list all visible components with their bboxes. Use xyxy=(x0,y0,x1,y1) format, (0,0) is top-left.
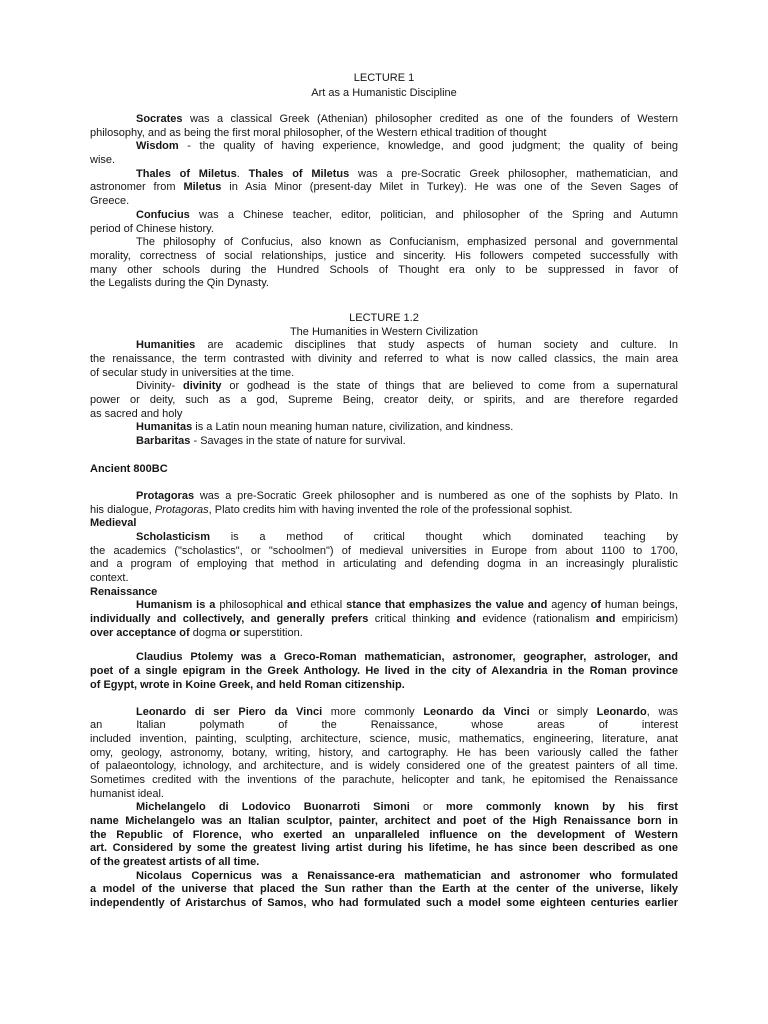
paragraph-divinity xyxy=(90,380,678,421)
text-run: critical thinking xyxy=(374,613,457,626)
text-line xyxy=(90,897,678,911)
era-medieval xyxy=(90,517,678,585)
paragraph-ptolemy xyxy=(90,651,678,692)
text-run: the renaissance, the term contrasted with divinity and referred to what is now called classics, the main area xyxy=(90,353,678,366)
text-line xyxy=(90,421,678,435)
text-line xyxy=(90,599,678,613)
text-line xyxy=(90,733,678,747)
text-line xyxy=(90,760,678,774)
text-run: power or deity, such as a god, Supreme Being, creator deity, or spirits, and are therefore regarded xyxy=(90,394,678,407)
text-line xyxy=(90,504,678,518)
bold-text-run: and xyxy=(595,613,622,626)
bold-text-run: Michelangelo di Lodovico Buonarroti Simoni xyxy=(136,801,410,814)
text-run: philosophy, and as being the first moral philosopher, of the Western ethical tradition of thought xyxy=(90,126,547,139)
text-run: more commonly xyxy=(322,705,424,718)
text-run: was a classical Greek (Athenian) philosopher credited as one of the founders of Western xyxy=(182,113,678,125)
text-run: evidence (rationalism xyxy=(482,613,596,626)
text-run: ethical xyxy=(310,599,347,612)
text-run: the Legalists during the Qin Dynasty. xyxy=(90,277,269,290)
text-line xyxy=(90,394,678,408)
bold-text-run: art. Considered by some the greatest living artist during his lifetime, he has since been described as one xyxy=(90,842,678,855)
bold-text-run: or xyxy=(229,626,244,639)
text-line xyxy=(90,113,678,127)
bold-text-run: and xyxy=(456,613,483,626)
text-line xyxy=(90,651,678,665)
text-run: humanist ideal. xyxy=(90,787,164,800)
text-line xyxy=(90,140,678,154)
text-line xyxy=(90,883,678,897)
text-run: context. xyxy=(90,572,129,585)
text-line xyxy=(90,353,678,367)
text-line xyxy=(90,490,678,504)
text-run: Sometimes credited with the inventions of the parachute, helicopter and tank, he epitomised the Renaissance xyxy=(90,773,678,786)
era-ancient xyxy=(90,463,678,518)
text-line xyxy=(90,236,678,250)
lecture-1-heading xyxy=(90,71,678,101)
paragraph-leonardo xyxy=(90,706,678,802)
text-run: is a method of critical thought which dominated teaching by xyxy=(209,530,678,543)
text-run: period of Chinese history. xyxy=(90,222,214,235)
bold-text-run: Humanitas xyxy=(136,421,193,434)
bold-text-run: Thales of Miletus xyxy=(248,167,350,180)
text-run: or godhead is the state of things that are believed to come from a supernatural xyxy=(221,380,678,393)
text-line xyxy=(90,250,678,264)
bold-text-run: stance that emphasizes the value and xyxy=(346,599,552,612)
text-line xyxy=(90,367,678,381)
text-line xyxy=(90,181,678,195)
text-line xyxy=(90,168,678,182)
paragraph-protagoras xyxy=(90,490,678,517)
paragraph-socrates xyxy=(90,113,678,140)
text-run: the academics ("scholastics", or "schoolmen") of medieval universities in Europe from about 1100 to 1700, xyxy=(90,544,678,557)
text-run: - Savages in the state of nature for survival. xyxy=(190,435,406,448)
text-line xyxy=(90,277,678,291)
bold-text-run: more commonly known by his first xyxy=(445,801,678,814)
text-run: , Plato credits him with having invented the role of the professional sophist. xyxy=(208,503,573,516)
bold-text-run: and xyxy=(286,599,311,612)
document-body xyxy=(90,71,678,911)
era-label: Ancient 800BC xyxy=(90,462,168,475)
text-line xyxy=(90,788,678,802)
text-run: of palaeontology, ichnology, and architecture, and is widely considered one of the greatest painters of all time. xyxy=(90,760,678,773)
paragraph-humanities xyxy=(90,339,678,380)
text-run: - the quality of having experience, knowledge, and good judgment; the quality of being xyxy=(178,140,678,153)
paragraph-humanitas xyxy=(90,421,678,435)
bold-text-run: of the greatest artists of all time. xyxy=(90,856,260,869)
text-run: The philosophy of Confucius, also known as Confucianism, emphasized personal and governmental xyxy=(136,236,678,249)
era-label: Medieval xyxy=(90,517,137,530)
lecture-1-body xyxy=(90,113,678,291)
text-line xyxy=(90,380,678,394)
bold-text-run: Protagoras xyxy=(136,489,195,502)
text-run: superstition. xyxy=(243,626,303,639)
text-line xyxy=(90,435,678,449)
lecture-subtitle: Art as a Humanistic Discipline xyxy=(311,87,457,99)
text-run: are academic disciplines that study aspects of human society and culture. In xyxy=(195,339,678,352)
paragraph-confucius xyxy=(90,209,678,236)
bold-text-run: divinity xyxy=(182,380,222,393)
lecture-1-2-heading xyxy=(90,312,678,339)
text-run: in Asia Minor (present-day Milet in Turkey). He was one of the Seven Sages of xyxy=(221,181,678,194)
text-line xyxy=(90,223,678,237)
italic-text-run: Protagoras xyxy=(154,503,209,516)
bold-text-run: the Republic of Florence, who exerted an unparalleled influence on the development of Western xyxy=(90,828,678,841)
bold-text-run: Humanities xyxy=(136,339,196,352)
paragraph-michelangelo xyxy=(90,801,678,869)
lecture-subtitle: The Humanities in Western Civilization xyxy=(289,325,479,338)
text-line xyxy=(90,531,678,545)
lecture-title: LECTURE 1 xyxy=(353,72,415,84)
text-run: included invention, painting, sculpting, architecture, science, music, mathematics, engineering, literature, anat xyxy=(90,732,678,745)
paragraph-barbaritas xyxy=(90,435,678,449)
text-run: of secular study in universities at the time. xyxy=(90,366,295,379)
text-run: omy, geology, astronomy, botany, writing, history, and cartography. He has been variously called the father xyxy=(90,746,678,759)
bold-text-run: Barbaritas xyxy=(136,435,191,448)
text-line xyxy=(90,856,678,870)
text-run: and a program of employing that method in articulating and defending dogma in an increasingly pluralistic xyxy=(90,558,678,571)
lecture-title: LECTURE 1.2 xyxy=(349,311,419,324)
bold-text-run: name Michelangelo was an Italian sculptor, painter, architect and poet of the High Renaissance born in xyxy=(90,815,678,828)
text-run: wise. xyxy=(90,154,116,167)
text-run: morality, correctness of social relationships, justice and sincerity. His followers competed successfully with xyxy=(90,249,678,262)
text-line xyxy=(90,154,678,168)
text-run: astronomer from xyxy=(90,181,184,194)
paragraph-scholasticism xyxy=(90,531,678,586)
bold-text-run: Scholasticism xyxy=(136,530,210,543)
text-line xyxy=(90,613,678,627)
lecture-1-2 xyxy=(90,312,678,911)
bold-text-run: Humanism is a xyxy=(136,599,220,612)
text-line xyxy=(90,774,678,788)
bold-text-run: independently of Aristarchus of Samos, who had formulated such a model some eighteen centuries earlier xyxy=(90,897,678,910)
text-line xyxy=(90,127,678,141)
text-run: philosophical xyxy=(219,599,287,612)
bold-text-run: Socrates xyxy=(136,113,183,125)
bold-text-run: Thales of Miletus xyxy=(136,167,237,180)
text-line xyxy=(90,209,678,223)
text-line xyxy=(90,870,678,884)
text-line xyxy=(90,558,678,572)
text-line xyxy=(90,408,678,422)
text-run: an Italian polymath of the Renaissance, whose areas of interest xyxy=(90,719,678,732)
text-run: , was xyxy=(646,705,679,718)
text-line xyxy=(90,339,678,353)
bold-text-run: poet of a single epigram in the Greek Anthology. He lived in the city of Alexandria in the Roman province xyxy=(90,665,678,678)
bold-text-run: over acceptance of xyxy=(90,626,193,639)
text-line xyxy=(90,572,678,586)
text-line xyxy=(90,627,678,641)
text-line xyxy=(90,815,678,829)
bold-text-run: of Egypt, wrote in Koine Greek, and held Roman citizenship. xyxy=(90,678,405,691)
lecture-1 xyxy=(90,71,678,291)
text-run: or xyxy=(409,801,446,814)
text-run: empiricism) xyxy=(621,613,678,626)
text-run: is a Latin noun meaning human nature, civilization, and kindness. xyxy=(192,421,514,434)
text-line xyxy=(90,719,678,733)
bold-text-run: of xyxy=(590,599,605,612)
bold-text-run: Miletus xyxy=(183,181,222,194)
text-run: Divinity- xyxy=(136,380,183,393)
text-run: his dialogue, xyxy=(90,503,155,516)
bold-text-run: Leonardo di ser Piero da Vinci xyxy=(136,705,323,718)
text-line xyxy=(90,679,678,693)
text-line xyxy=(90,545,678,559)
bold-text-run: individually and collectively, and generally prefers xyxy=(90,613,375,626)
text-line xyxy=(90,829,678,843)
text-run: many other schools during the Hundred Schools of Thought era only to be suppressed in favor of xyxy=(90,263,678,276)
era-label: Renaissance xyxy=(90,585,158,598)
text-line xyxy=(90,747,678,761)
bold-text-run: Leonardo xyxy=(596,705,647,718)
text-run: as sacred and holy xyxy=(90,407,183,420)
paragraph-copernicus xyxy=(90,870,678,911)
bold-text-run: Claudius Ptolemy was a Greco-Roman mathematician, astronomer, geographer, astrologer, and xyxy=(136,651,678,664)
paragraph-confucianism xyxy=(90,236,678,291)
text-run: or simply xyxy=(529,705,597,718)
text-line xyxy=(90,665,678,679)
bold-text-run: a model of the universe that placed the Sun rather than the Earth at the center of the universe, likely xyxy=(90,883,678,896)
bold-text-run: Nicolaus Copernicus was a Renaissance-era mathematician and astronomer who formulated xyxy=(136,869,678,882)
paragraph-humanism xyxy=(90,599,678,640)
text-line xyxy=(90,801,678,815)
text-run: . xyxy=(236,167,249,180)
text-run: agency xyxy=(551,599,591,612)
paragraph-wisdom xyxy=(90,140,678,167)
text-line xyxy=(90,264,678,278)
text-run: dogma xyxy=(192,626,230,639)
bold-text-run: Wisdom xyxy=(136,140,179,153)
text-line xyxy=(90,706,678,720)
text-line xyxy=(90,195,678,209)
bold-text-run: Confucius xyxy=(136,208,190,221)
text-run: was a pre-Socratic Greek philosopher and is numbered as one of the sophists by Plato. In xyxy=(194,489,678,502)
text-run: was a Chinese teacher, editor, politician, and philosopher of the Spring and Autumn xyxy=(189,208,678,221)
text-run: was a pre-Socratic Greek philosopher, mathematician, and xyxy=(349,167,678,180)
era-renaissance xyxy=(90,586,678,911)
paragraph-thales xyxy=(90,168,678,209)
text-line xyxy=(90,842,678,856)
bold-text-run: Leonardo da Vinci xyxy=(423,705,530,718)
text-run: Greece. xyxy=(90,195,130,208)
text-run: human beings, xyxy=(604,599,678,612)
lecture-1-2-introduction xyxy=(90,339,678,449)
